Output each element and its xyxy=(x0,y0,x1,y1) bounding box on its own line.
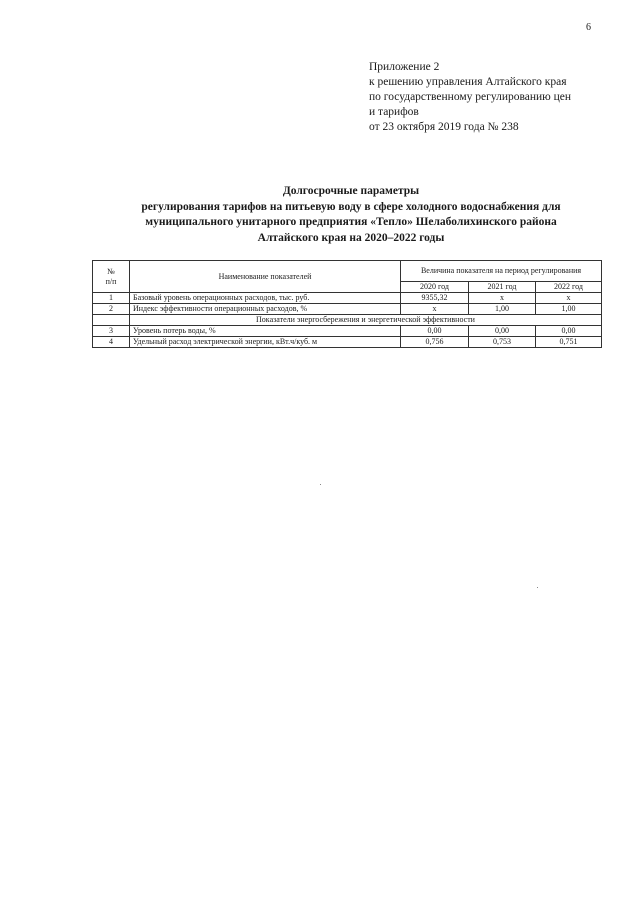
appendix-block xyxy=(369,60,619,135)
title-line: регулирования тарифов на питьевую воду в сфере холодного водоснабжения для xyxy=(141,200,561,213)
row-value: 0,751 xyxy=(536,337,602,348)
row-value: 1,00 xyxy=(536,304,602,315)
row-num: 2 xyxy=(93,304,130,315)
title-line: муниципального унитарного предприятия «Тепло» Шелаболихинского района xyxy=(145,216,557,228)
title-line: Алтайского края на 2020–2022 годы xyxy=(257,231,445,244)
table-row xyxy=(93,326,602,337)
row-value: 0,00 xyxy=(401,326,469,337)
row-value: 0,00 xyxy=(469,326,536,337)
header-num-text: № п/п xyxy=(105,267,117,286)
row-value: 0,753 xyxy=(469,337,536,348)
table-row xyxy=(93,304,602,315)
page-number: 6 xyxy=(586,22,591,33)
row-value: х xyxy=(536,293,602,304)
table-row xyxy=(93,293,602,304)
header-name: Наименование показателей xyxy=(130,261,401,293)
row-num: 1 xyxy=(93,293,130,304)
document-title xyxy=(95,184,607,246)
header-year: 2021 год xyxy=(469,282,536,293)
header-year: 2022 год xyxy=(536,282,602,293)
row-value: х xyxy=(401,304,469,315)
row-num: 3 xyxy=(93,326,130,337)
appendix-line: к решению управления Алтайского края xyxy=(369,76,567,88)
section-title: Показатели энергосбережения и энергетической эффективности xyxy=(130,315,602,326)
table-section-row xyxy=(93,315,602,326)
section-spacer xyxy=(93,315,130,326)
row-name: Базовый уровень операционных расходов, тыс. руб. xyxy=(130,293,401,304)
row-value: 0,756 xyxy=(401,337,469,348)
scan-speck xyxy=(320,484,321,485)
row-name: Индекс эффективности операционных расходов, % xyxy=(130,304,401,315)
row-value: х xyxy=(469,293,536,304)
row-name: Удельный расход электрической энергии, кВт.ч/куб. м xyxy=(130,337,401,348)
appendix-line: от 23 октября 2019 года № 238 xyxy=(369,121,519,133)
parameters-table xyxy=(92,260,602,348)
row-name: Уровень потерь воды, % xyxy=(130,326,401,337)
appendix-line: Приложение 2 xyxy=(369,61,440,73)
header-period: Величина показателя на период регулирования xyxy=(401,261,602,282)
title-line: Долгосрочные параметры xyxy=(282,185,420,197)
appendix-line: по государственному регулированию цен xyxy=(369,91,572,103)
header-num xyxy=(93,261,130,293)
row-value: 0,00 xyxy=(536,326,602,337)
scan-speck xyxy=(537,587,538,588)
table-header-row xyxy=(93,261,602,282)
table-row xyxy=(93,337,602,348)
appendix-line: и тарифов xyxy=(369,106,419,118)
row-num: 4 xyxy=(93,337,130,348)
header-year: 2020 год xyxy=(401,282,469,293)
row-value: 1,00 xyxy=(469,304,536,315)
row-value: 9355,32 xyxy=(401,293,469,304)
